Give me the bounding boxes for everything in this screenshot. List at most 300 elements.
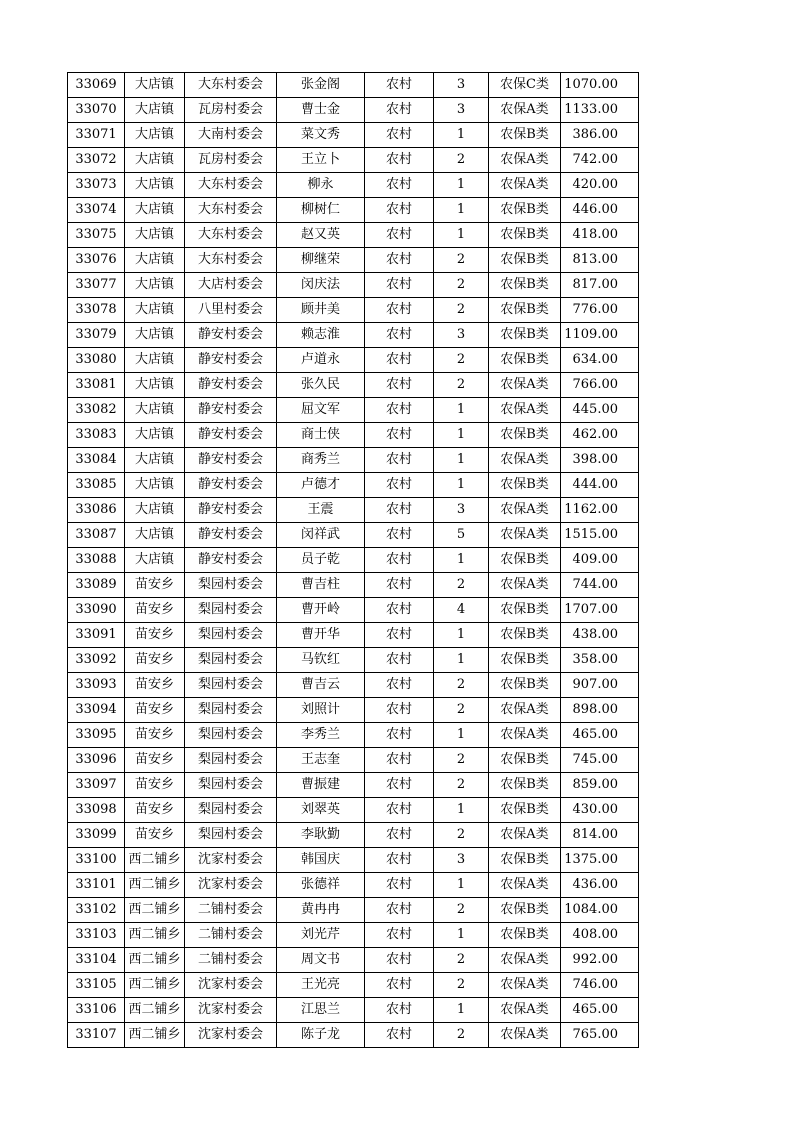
table-row [68,1023,639,1048]
amount-cell: 386.00 [561,123,639,148]
table-row [68,373,639,398]
table-row [68,223,639,248]
insurance-category-cell: 农保A类 [489,823,561,848]
insurance-category-cell: 农保A类 [489,498,561,523]
household-type-cell: 农村 [365,423,434,448]
member-count-cell: 2 [434,373,489,398]
village-committee-cell: 瓦房村委会 [185,98,277,123]
table-row [68,473,639,498]
record-id-cell: 33090 [68,598,125,623]
household-type-cell: 农村 [365,123,434,148]
village-committee-cell: 二铺村委会 [185,898,277,923]
resident-name-cell: 张金阁 [277,73,365,98]
member-count-cell: 3 [434,73,489,98]
village-committee-cell: 梨园村委会 [185,723,277,748]
household-type-cell: 农村 [365,348,434,373]
member-count-cell: 2 [434,773,489,798]
record-id-cell: 33086 [68,498,125,523]
amount-cell: 1375.00 [561,848,639,873]
table-row [68,798,639,823]
record-id-cell: 33097 [68,773,125,798]
village-committee-cell: 静安村委会 [185,323,277,348]
table-row [68,148,639,173]
insurance-category-cell: 农保A类 [489,398,561,423]
member-count-cell: 1 [434,173,489,198]
township-cell: 大店镇 [125,73,185,98]
member-count-cell: 2 [434,748,489,773]
table-row [68,523,639,548]
member-count-cell: 1 [434,723,489,748]
village-committee-cell: 沈家村委会 [185,873,277,898]
resident-name-cell: 刘翠英 [277,798,365,823]
member-count-cell: 2 [434,273,489,298]
township-cell: 大店镇 [125,248,185,273]
table-row [68,273,639,298]
resident-name-cell: 黄冉冉 [277,898,365,923]
table-row [68,198,639,223]
township-cell: 大店镇 [125,298,185,323]
village-committee-cell: 大东村委会 [185,198,277,223]
resident-name-cell: 曹吉柱 [277,573,365,598]
amount-cell: 444.00 [561,473,639,498]
household-type-cell: 农村 [365,548,434,573]
table-row [68,548,639,573]
table-row [68,423,639,448]
member-count-cell: 1 [434,548,489,573]
amount-cell: 817.00 [561,273,639,298]
insurance-category-cell: 农保A类 [489,723,561,748]
member-count-cell: 1 [434,398,489,423]
township-cell: 苗安乡 [125,698,185,723]
record-id-cell: 33075 [68,223,125,248]
township-cell: 西二铺乡 [125,848,185,873]
township-cell: 大店镇 [125,223,185,248]
household-type-cell: 农村 [365,948,434,973]
amount-cell: 1133.00 [561,98,639,123]
insurance-category-cell: 农保B类 [489,198,561,223]
resident-name-cell: 曹振建 [277,773,365,798]
record-id-cell: 33092 [68,648,125,673]
record-id-cell: 33072 [68,148,125,173]
resident-name-cell: 张久民 [277,373,365,398]
insurance-category-cell: 农保B类 [489,348,561,373]
table-row [68,323,639,348]
member-count-cell: 1 [434,423,489,448]
member-count-cell: 3 [434,848,489,873]
household-type-cell: 农村 [365,998,434,1023]
township-cell: 苗安乡 [125,748,185,773]
resident-name-cell: 柳继荣 [277,248,365,273]
resident-name-cell: 刘光芹 [277,923,365,948]
amount-cell: 409.00 [561,548,639,573]
insurance-category-cell: 农保B类 [489,923,561,948]
resident-name-cell: 菜文秀 [277,123,365,148]
record-id-cell: 33096 [68,748,125,773]
insurance-category-cell: 农保B类 [489,898,561,923]
member-count-cell: 5 [434,523,489,548]
township-cell: 苗安乡 [125,648,185,673]
table-row [68,723,639,748]
township-cell: 大店镇 [125,198,185,223]
insurance-category-cell: 农保A类 [489,1023,561,1048]
township-cell: 大店镇 [125,173,185,198]
household-type-cell: 农村 [365,923,434,948]
member-count-cell: 1 [434,648,489,673]
table-row [68,73,639,98]
amount-cell: 1162.00 [561,498,639,523]
resident-name-cell: 闵庆法 [277,273,365,298]
insurance-category-cell: 农保B类 [489,473,561,498]
amount-cell: 465.00 [561,998,639,1023]
village-committee-cell: 静安村委会 [185,448,277,473]
household-type-cell: 农村 [365,898,434,923]
table-row [68,923,639,948]
resident-name-cell: 曹士金 [277,98,365,123]
member-count-cell: 2 [434,948,489,973]
record-id-cell: 33082 [68,398,125,423]
amount-cell: 445.00 [561,398,639,423]
table-row [68,698,639,723]
village-committee-cell: 静安村委会 [185,423,277,448]
record-id-cell: 33073 [68,173,125,198]
village-committee-cell: 大东村委会 [185,223,277,248]
township-cell: 大店镇 [125,273,185,298]
township-cell: 大店镇 [125,123,185,148]
record-id-cell: 33103 [68,923,125,948]
member-count-cell: 1 [434,473,489,498]
resident-name-cell: 卢道永 [277,348,365,373]
household-type-cell: 农村 [365,98,434,123]
household-type-cell: 农村 [365,373,434,398]
household-type-cell: 农村 [365,298,434,323]
table-row [68,623,639,648]
record-id-cell: 33069 [68,73,125,98]
village-committee-cell: 静安村委会 [185,398,277,423]
record-id-cell: 33088 [68,548,125,573]
township-cell: 大店镇 [125,98,185,123]
table-row [68,573,639,598]
resident-name-cell: 王志奎 [277,748,365,773]
household-type-cell: 农村 [365,148,434,173]
resident-name-cell: 王立卜 [277,148,365,173]
amount-cell: 438.00 [561,623,639,648]
table-row [68,873,639,898]
township-cell: 大店镇 [125,548,185,573]
insurance-category-cell: 农保A类 [489,523,561,548]
amount-cell: 1070.00 [561,73,639,98]
insurance-category-cell: 农保A类 [489,148,561,173]
township-cell: 西二铺乡 [125,898,185,923]
insurance-category-cell: 农保A类 [489,373,561,398]
member-count-cell: 2 [434,1023,489,1048]
household-type-cell: 农村 [365,1023,434,1048]
village-committee-cell: 梨园村委会 [185,598,277,623]
township-cell: 西二铺乡 [125,1023,185,1048]
table-row [68,648,639,673]
amount-cell: 398.00 [561,448,639,473]
insurance-category-cell: 农保A类 [489,573,561,598]
record-id-cell: 33106 [68,998,125,1023]
village-committee-cell: 静安村委会 [185,548,277,573]
table-row [68,448,639,473]
amount-cell: 898.00 [561,698,639,723]
resident-name-cell: 刘照计 [277,698,365,723]
village-committee-cell: 沈家村委会 [185,973,277,998]
member-count-cell: 2 [434,348,489,373]
amount-cell: 408.00 [561,923,639,948]
insurance-category-cell: 农保B类 [489,798,561,823]
record-id-cell: 33105 [68,973,125,998]
household-type-cell: 农村 [365,198,434,223]
village-committee-cell: 二铺村委会 [185,923,277,948]
amount-cell: 1515.00 [561,523,639,548]
village-committee-cell: 静安村委会 [185,498,277,523]
village-committee-cell: 静安村委会 [185,373,277,398]
township-cell: 大店镇 [125,373,185,398]
amount-cell: 420.00 [561,173,639,198]
insurance-category-cell: 农保A类 [489,998,561,1023]
resident-name-cell: 顾井美 [277,298,365,323]
record-id-cell: 33093 [68,673,125,698]
resident-name-cell: 柳树仁 [277,198,365,223]
table-row [68,398,639,423]
table-row [68,173,639,198]
member-count-cell: 1 [434,998,489,1023]
household-type-cell: 农村 [365,73,434,98]
table-row [68,748,639,773]
record-id-cell: 33077 [68,273,125,298]
member-count-cell: 2 [434,698,489,723]
village-committee-cell: 八里村委会 [185,298,277,323]
township-cell: 大店镇 [125,423,185,448]
table-row [68,773,639,798]
roster-body [68,73,639,1048]
record-id-cell: 33083 [68,423,125,448]
member-count-cell: 2 [434,823,489,848]
table-row [68,348,639,373]
household-type-cell: 农村 [365,523,434,548]
household-type-cell: 农村 [365,498,434,523]
township-cell: 大店镇 [125,348,185,373]
record-id-cell: 33087 [68,523,125,548]
record-id-cell: 33102 [68,898,125,923]
record-id-cell: 33104 [68,948,125,973]
insurance-category-cell: 农保B类 [489,273,561,298]
township-cell: 苗安乡 [125,598,185,623]
insurance-category-cell: 农保B类 [489,123,561,148]
member-count-cell: 1 [434,873,489,898]
household-type-cell: 农村 [365,173,434,198]
household-type-cell: 农村 [365,748,434,773]
amount-cell: 446.00 [561,198,639,223]
amount-cell: 634.00 [561,348,639,373]
table-row [68,123,639,148]
village-committee-cell: 大店村委会 [185,273,277,298]
record-id-cell: 33078 [68,298,125,323]
township-cell: 西二铺乡 [125,998,185,1023]
village-committee-cell: 静安村委会 [185,473,277,498]
member-count-cell: 1 [434,223,489,248]
resident-name-cell: 韩国庆 [277,848,365,873]
village-committee-cell: 梨园村委会 [185,798,277,823]
resident-name-cell: 江思兰 [277,998,365,1023]
amount-cell: 745.00 [561,748,639,773]
member-count-cell: 3 [434,498,489,523]
insurance-category-cell: 农保B类 [489,323,561,348]
village-committee-cell: 沈家村委会 [185,1023,277,1048]
village-committee-cell: 梨园村委会 [185,573,277,598]
allowance-roster-table [67,72,639,1048]
table-row [68,948,639,973]
insurance-category-cell: 农保C类 [489,73,561,98]
household-type-cell: 农村 [365,823,434,848]
record-id-cell: 33095 [68,723,125,748]
village-committee-cell: 大南村委会 [185,123,277,148]
member-count-cell: 2 [434,673,489,698]
insurance-category-cell: 农保B类 [489,623,561,648]
record-id-cell: 33099 [68,823,125,848]
table-row [68,298,639,323]
village-committee-cell: 梨园村委会 [185,623,277,648]
household-type-cell: 农村 [365,848,434,873]
household-type-cell: 农村 [365,448,434,473]
township-cell: 西二铺乡 [125,948,185,973]
amount-cell: 462.00 [561,423,639,448]
table-row [68,248,639,273]
member-count-cell: 3 [434,98,489,123]
village-committee-cell: 静安村委会 [185,523,277,548]
member-count-cell: 3 [434,323,489,348]
table-row [68,848,639,873]
amount-cell: 1084.00 [561,898,639,923]
insurance-category-cell: 农保B类 [489,598,561,623]
record-id-cell: 33084 [68,448,125,473]
resident-name-cell: 李秀兰 [277,723,365,748]
resident-name-cell: 闵祥武 [277,523,365,548]
record-id-cell: 33089 [68,573,125,598]
amount-cell: 742.00 [561,148,639,173]
member-count-cell: 2 [434,148,489,173]
village-committee-cell: 梨园村委会 [185,748,277,773]
resident-name-cell: 曹吉云 [277,673,365,698]
village-committee-cell: 大东村委会 [185,73,277,98]
township-cell: 大店镇 [125,398,185,423]
amount-cell: 418.00 [561,223,639,248]
village-committee-cell: 大东村委会 [185,248,277,273]
village-committee-cell: 梨园村委会 [185,773,277,798]
amount-cell: 813.00 [561,248,639,273]
record-id-cell: 33070 [68,98,125,123]
village-committee-cell: 梨园村委会 [185,648,277,673]
resident-name-cell: 周文书 [277,948,365,973]
insurance-category-cell: 农保A类 [489,698,561,723]
resident-name-cell: 赖志淮 [277,323,365,348]
record-id-cell: 33081 [68,373,125,398]
resident-name-cell: 曹开岭 [277,598,365,623]
record-id-cell: 33080 [68,348,125,373]
resident-name-cell: 员子乾 [277,548,365,573]
table-row [68,998,639,1023]
resident-name-cell: 李耿勤 [277,823,365,848]
resident-name-cell: 赵又英 [277,223,365,248]
record-id-cell: 33101 [68,873,125,898]
village-committee-cell: 瓦房村委会 [185,148,277,173]
township-cell: 西二铺乡 [125,873,185,898]
household-type-cell: 农村 [365,598,434,623]
record-id-cell: 33100 [68,848,125,873]
household-type-cell: 农村 [365,273,434,298]
member-count-cell: 1 [434,198,489,223]
insurance-category-cell: 农保A类 [489,948,561,973]
table-row [68,823,639,848]
village-committee-cell: 沈家村委会 [185,998,277,1023]
village-committee-cell: 梨园村委会 [185,673,277,698]
insurance-category-cell: 农保B类 [489,248,561,273]
resident-name-cell: 王震 [277,498,365,523]
insurance-category-cell: 农保B类 [489,773,561,798]
village-committee-cell: 梨园村委会 [185,698,277,723]
insurance-category-cell: 农保B类 [489,548,561,573]
amount-cell: 744.00 [561,573,639,598]
resident-name-cell: 马钦红 [277,648,365,673]
member-count-cell: 2 [434,973,489,998]
record-id-cell: 33085 [68,473,125,498]
household-type-cell: 农村 [365,698,434,723]
resident-name-cell: 商士侠 [277,423,365,448]
village-committee-cell: 梨园村委会 [185,823,277,848]
household-type-cell: 农村 [365,248,434,273]
record-id-cell: 33074 [68,198,125,223]
household-type-cell: 农村 [365,398,434,423]
member-count-cell: 2 [434,898,489,923]
table-row [68,973,639,998]
insurance-category-cell: 农保B类 [489,748,561,773]
township-cell: 苗安乡 [125,823,185,848]
member-count-cell: 2 [434,573,489,598]
resident-name-cell: 柳永 [277,173,365,198]
resident-name-cell: 张德祥 [277,873,365,898]
insurance-category-cell: 农保B类 [489,423,561,448]
resident-name-cell: 屈文军 [277,398,365,423]
member-count-cell: 1 [434,798,489,823]
household-type-cell: 农村 [365,323,434,348]
amount-cell: 430.00 [561,798,639,823]
household-type-cell: 农村 [365,573,434,598]
village-committee-cell: 二铺村委会 [185,948,277,973]
insurance-category-cell: 农保B类 [489,648,561,673]
insurance-category-cell: 农保B类 [489,298,561,323]
insurance-category-cell: 农保A类 [489,98,561,123]
insurance-category-cell: 农保B类 [489,673,561,698]
amount-cell: 465.00 [561,723,639,748]
record-id-cell: 33098 [68,798,125,823]
township-cell: 大店镇 [125,473,185,498]
record-id-cell: 33107 [68,1023,125,1048]
table-row [68,898,639,923]
record-id-cell: 33094 [68,698,125,723]
amount-cell: 358.00 [561,648,639,673]
township-cell: 苗安乡 [125,723,185,748]
township-cell: 苗安乡 [125,798,185,823]
township-cell: 大店镇 [125,148,185,173]
township-cell: 大店镇 [125,323,185,348]
insurance-category-cell: 农保A类 [489,873,561,898]
household-type-cell: 农村 [365,673,434,698]
township-cell: 苗安乡 [125,673,185,698]
household-type-cell: 农村 [365,873,434,898]
insurance-category-cell: 农保B类 [489,223,561,248]
township-cell: 苗安乡 [125,623,185,648]
